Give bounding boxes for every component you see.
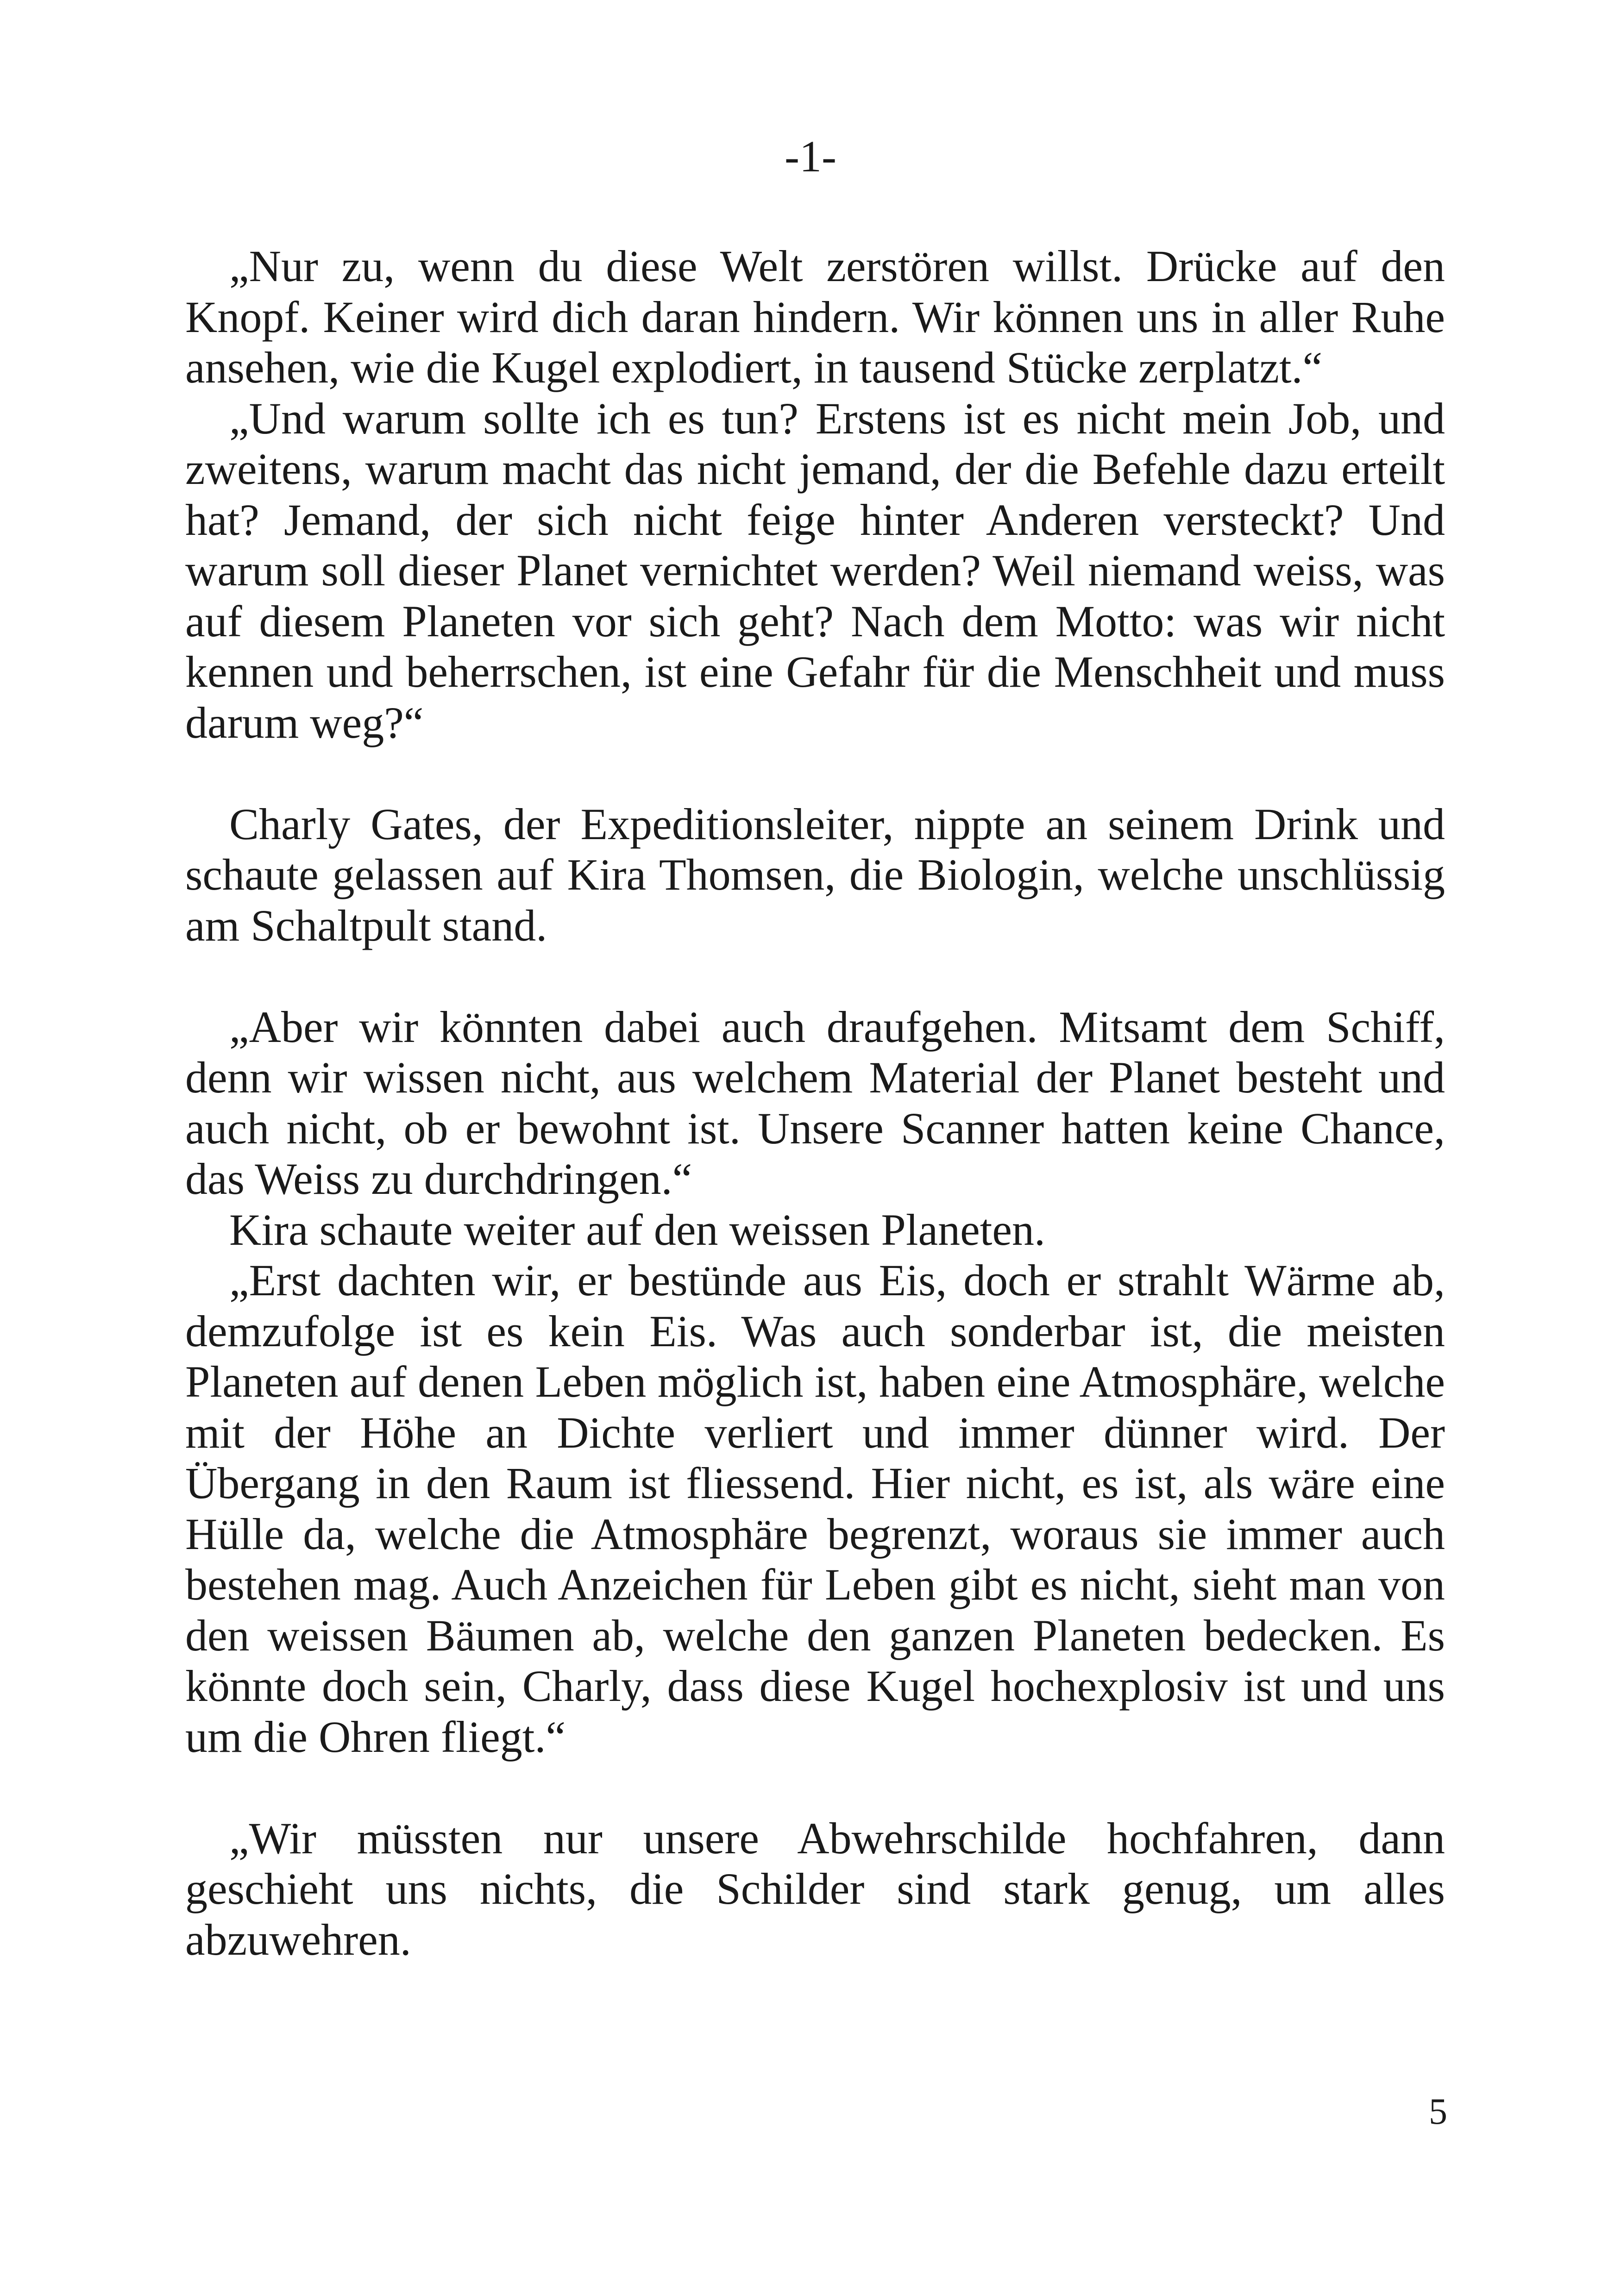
paragraph-1: „Nur zu, wenn du diese Welt zerstören willst. Drücke auf den Knopf. Keiner wird dich daran hindern. Wir können uns in aller Ruhe ansehen, wie die Kugel explodiert, in tausend Stücke zerplatzt.“ (185, 241, 1445, 392)
page-body (185, 241, 1445, 1965)
page-number: 5 (1429, 2091, 1447, 2132)
paragraph-6: „Erst dachten wir, er bestünde aus Eis, doch er strahlt Wärme ab, demzufolge ist es kein Eis. Was auch sonderbar ist, die meisten Planeten auf denen Leben möglich ist, haben eine Atmosphäre, welche mit der Höhe an Dichte verliert und immer dünner wird. Der Übergang in den Raum ist fliessend. Hier nicht, es ist, als wäre eine Hülle da, welche die Atmosphäre begrenzt, woraus sie immer auch bestehen mag. Auch Anzeichen für Leben gibt es nicht, sieht man von den weissen Bäumen ab, welche den ganzen Planeten bedecken. Es könnte doch sein, Charly, dass diese Kugel hochexplosiv ist und uns um die Ohren fliegt.“ (185, 1255, 1445, 1762)
chapter-marker: -1- (785, 132, 836, 181)
paragraph-5: Kira schaute weiter auf den weissen Planeten. (229, 1204, 1045, 1255)
paragraph-3: Charly Gates, der Expeditionsleiter, nippte an seinem Drink und schaute gelassen auf Kira Thomsen, die Biologin, welche unschlüssig am Schaltpult stand. (185, 799, 1445, 950)
paragraph-4: „Aber wir könnten dabei auch draufgehen. Mitsamt dem Schiff, denn wir wissen nicht, aus welchem Material der Planet besteht und auch nicht, ob er bewohnt ist. Unsere Scanner hatten keine Chance, das Weiss zu durchdringen.“ (185, 1002, 1445, 1204)
paragraph-gap (185, 748, 1445, 799)
paragraph-2: „Und warum sollte ich es tun? Erstens ist es nicht mein Job, und zweitens, warum macht das nicht jemand, der die Befehle dazu erteilt hat? Jemand, der sich nicht feige hinter Anderen versteckt? Und warum soll dieser Planet vernichtet werden? Weil niemand weiss, was auf diesem Planeten vor sich geht? Nach dem Motto: was wir nicht kennen und beherrschen, ist eine Gefahr für die Menschheit und muss darum weg?“ (185, 393, 1445, 747)
paragraph-gap (185, 951, 1445, 1002)
paragraph-7: „Wir müssten nur unsere Abwehrschilde hochfahren, dann geschieht uns nichts, die Schilder sind stark genug, um alles abzuwehren. (185, 1813, 1445, 1964)
paragraph-gap (185, 1762, 1445, 1813)
